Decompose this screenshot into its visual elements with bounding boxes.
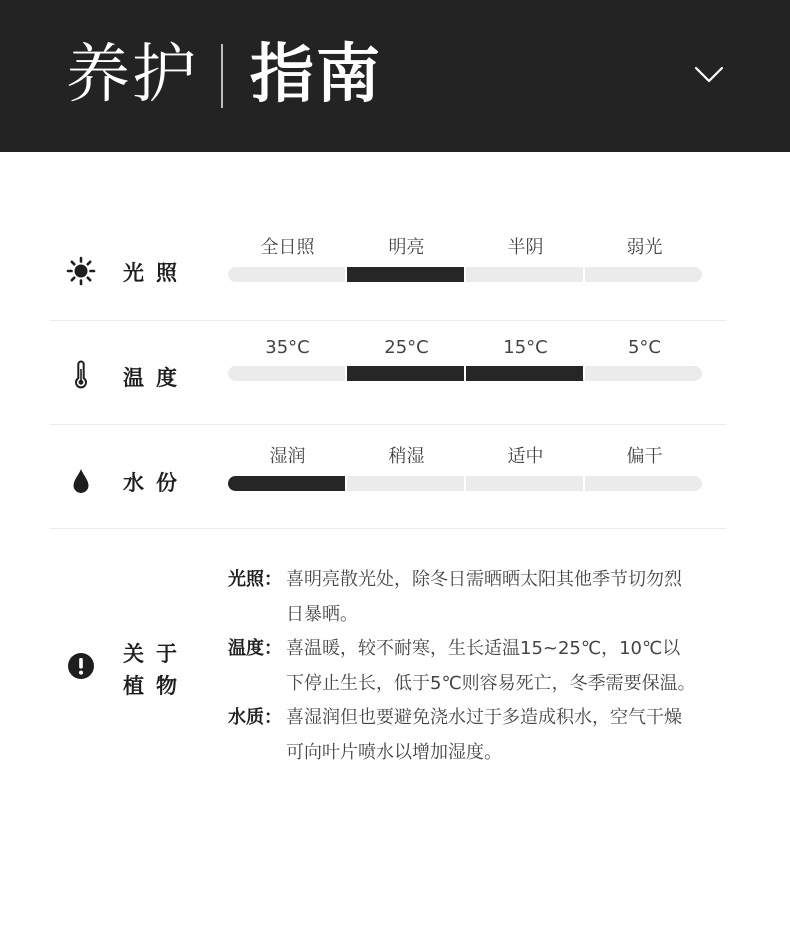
level-label: 15°C — [503, 337, 548, 358]
level-scale-temperature — [228, 337, 704, 381]
level-label: 明亮 — [388, 237, 425, 258]
note-key: 水质： — [228, 707, 282, 728]
water-drop-icon — [66, 466, 96, 496]
level-label: 全日照 — [260, 237, 315, 258]
header-divider — [221, 44, 223, 108]
thermometer-icon — [66, 360, 96, 390]
row-divider — [50, 528, 726, 529]
header-title-part2: 指南 — [250, 38, 382, 112]
level-label: 适中 — [507, 446, 544, 467]
note-temperature — [228, 632, 698, 701]
about-title-line1: 关于 — [123, 642, 189, 666]
level-segment — [585, 366, 702, 381]
about-title-line2: 植物 — [123, 674, 189, 698]
level-segment — [347, 366, 464, 381]
level-segment — [466, 267, 583, 282]
level-scale-light — [228, 233, 704, 282]
level-label: 偏干 — [626, 446, 663, 467]
level-segment — [585, 476, 702, 491]
row-title-light: 光照 — [123, 261, 189, 285]
level-segment — [228, 267, 345, 282]
care-row-light — [50, 222, 726, 320]
level-segment — [585, 267, 702, 282]
care-row-water — [50, 430, 726, 528]
header — [0, 0, 790, 152]
level-segment — [347, 476, 464, 491]
level-label: 35°C — [265, 337, 310, 358]
note-text: 喜明亮散光处，除冬日需晒晒太阳其他季节切勿烈日暴晒。 — [286, 569, 682, 625]
level-segment — [228, 476, 345, 491]
note-key: 温度： — [228, 638, 282, 659]
info-exclamation-icon — [66, 651, 96, 681]
level-segment — [228, 366, 345, 381]
chevron-down-icon[interactable] — [694, 60, 724, 90]
level-label: 半阴 — [507, 237, 544, 258]
level-segment — [347, 267, 464, 282]
care-row-temperature — [50, 326, 726, 424]
level-scale-water — [228, 442, 704, 491]
note-light — [228, 563, 698, 632]
header-title-part1: 养护 — [66, 38, 198, 112]
row-title-temperature: 温度 — [123, 366, 189, 390]
note-key: 光照： — [228, 569, 282, 590]
care-notes — [228, 563, 698, 770]
row-divider — [50, 320, 726, 321]
row-divider — [50, 424, 726, 425]
level-label: 25°C — [384, 337, 429, 358]
level-label: 弱光 — [626, 237, 663, 258]
sun-icon — [66, 256, 96, 286]
note-water — [228, 701, 698, 770]
row-title-water: 水份 — [123, 471, 189, 495]
note-text: 喜湿润但也要避免浇水过于多造成积水，空气干燥可向叶片喷水以增加湿度。 — [286, 707, 682, 763]
level-label: 5°C — [627, 337, 662, 358]
level-segment — [466, 366, 583, 381]
level-label: 稍湿 — [388, 446, 425, 467]
level-label: 湿润 — [269, 446, 306, 467]
level-segment — [466, 476, 583, 491]
about-plant-title — [123, 638, 189, 702]
note-text: 喜温暖，较不耐寒，生长适温15~25℃，10℃以下停止生长，低于5℃则容易死亡，冬季需要保温。 — [286, 638, 696, 694]
